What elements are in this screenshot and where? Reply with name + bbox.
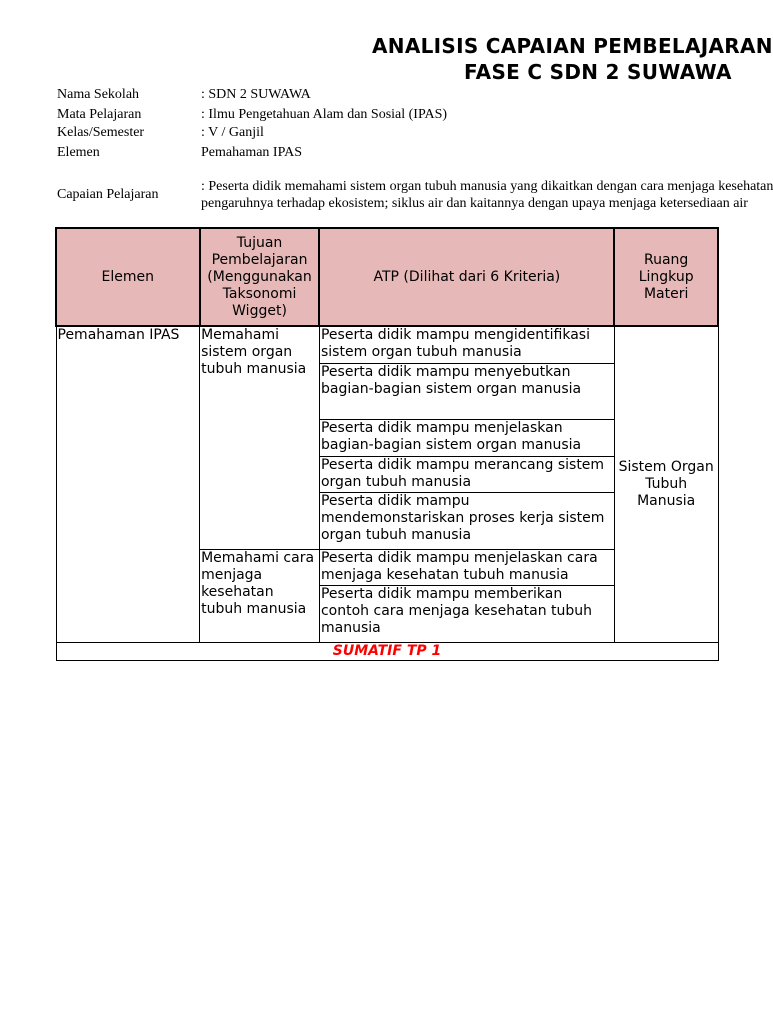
label-capaian-pelajaran: Capaian Pelajaran <box>57 187 159 202</box>
cell-atp-5: Peserta didik mampu mendemonstariskan proses kerja sistem organ tubuh manusia <box>319 492 614 549</box>
label-kelas-semester: Kelas/Semester <box>57 125 145 140</box>
header-ruang-lingkup: Ruang Lingkup Materi <box>614 228 718 326</box>
table-header-row <box>56 228 718 326</box>
table-row-sumatif <box>56 642 718 660</box>
cell-atp-7: Peserta didik mampu memberikan contoh cara menjaga kesehatan tubuh manusia <box>319 585 614 642</box>
value-nama-sekolah: : SDN 2 SUWAWA <box>201 87 311 102</box>
label-elemen: Elemen <box>57 145 100 160</box>
cell-tujuan-1: Memahami sistem organ tubuh manusia <box>200 326 320 549</box>
header-atp: ATP (Dilihat dari 6 Kriteria) <box>319 228 614 326</box>
cell-atp-2: Peserta didik mampu menyebutkan bagian-bagian sistem organ manusia <box>319 363 614 419</box>
atp-table <box>55 227 719 661</box>
sumatif-label: SUMATIF TP 1 <box>56 642 718 660</box>
document-title: ANALISIS CAPAIAN PEMBELAJARAN <box>372 34 773 58</box>
cell-atp-3: Peserta didik mampu menjelaskan bagian-bagian sistem organ manusia <box>319 419 614 456</box>
header-elemen: Elemen <box>56 228 200 326</box>
table-row <box>56 326 718 363</box>
cell-ruang-lingkup: Sistem Organ Tubuh Manusia <box>614 326 718 642</box>
cell-elemen: Pemahaman IPAS <box>56 326 200 642</box>
value-kelas-semester: : V / Ganjil <box>201 125 264 140</box>
cell-atp-1: Peserta didik mampu mengidentifikasi sistem organ tubuh manusia <box>319 326 614 363</box>
capaian-line-1: : Peserta didik memahami sistem organ tubuh manusia yang dikaitkan dengan cara menjaga kesehatan <box>201 179 773 194</box>
cell-tujuan-2: Memahami cara menjaga kesehatan tubuh manusia <box>200 549 320 642</box>
cell-atp-4: Peserta didik mampu merancang sistem organ tubuh manusia <box>319 456 614 492</box>
document-subtitle: FASE C SDN 2 SUWAWA <box>464 60 732 84</box>
capaian-line-2: pengaruhnya terhadap ekosistem; siklus air dan kaitannya dengan upaya menjaga ketersediaan air <box>201 196 748 211</box>
cell-atp-6: Peserta didik mampu menjelaskan cara menjaga kesehatan tubuh manusia <box>319 549 614 585</box>
label-mata-pelajaran: Mata Pelajaran <box>57 107 142 122</box>
label-nama-sekolah: Nama Sekolah <box>57 87 140 102</box>
value-mata-pelajaran: : Ilmu Pengetahuan Alam dan Sosial (IPAS) <box>201 107 448 122</box>
header-tujuan-pembelajaran: Tujuan Pembelajaran (Menggunakan Taksonomi Wigget) <box>200 228 320 326</box>
value-elemen: Pemahaman IPAS <box>201 145 302 160</box>
